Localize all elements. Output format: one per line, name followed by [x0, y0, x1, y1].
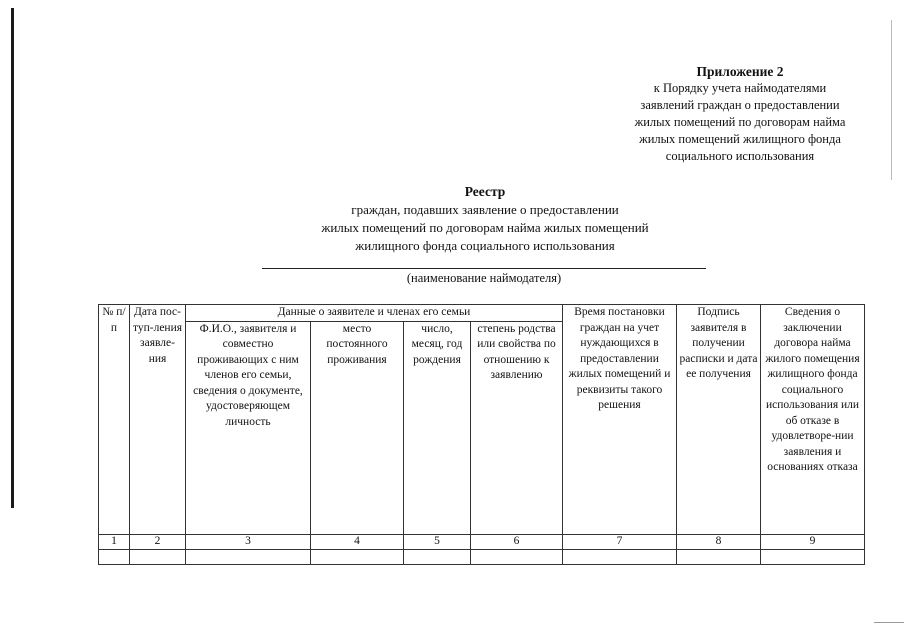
- scan-edge-right: [891, 20, 892, 180]
- column-number: 3: [186, 534, 311, 549]
- empty-data-row: [99, 549, 865, 564]
- header-applicant-group: Данные о заявителе и членах его семьи: [186, 305, 563, 322]
- column-number: 6: [471, 534, 563, 549]
- appendix-line: к Порядку учета наймодателями: [653, 81, 827, 95]
- appendix-line: заявлений граждан о предоставлении: [640, 98, 840, 112]
- scan-edge-bottom: [874, 622, 904, 623]
- registry-table: [98, 304, 865, 565]
- empty-cell: [404, 549, 471, 564]
- registry-line: жилых помещений по договорам найма жилых помещений: [321, 220, 649, 235]
- appendix-line: жилых помещений жилищного фонда: [639, 132, 841, 146]
- empty-cell: [471, 549, 563, 564]
- empty-cell: [99, 549, 130, 564]
- empty-cell: [677, 549, 761, 564]
- empty-cell: [311, 549, 404, 564]
- header-kinship: степень родства или свойства по отношению к заявлению: [471, 321, 563, 534]
- appendix-block: [590, 63, 890, 165]
- column-number: 5: [404, 534, 471, 549]
- header-contract-info: Сведения о заключении договора найма жилого помещения жилищного фонда социального использования или об отказе в удовлетворе-нии заявления и основаниях отказа: [761, 305, 865, 535]
- header-registration-time: Время постановки граждан на учет нуждающихся в предоставлении жилых помещений и реквизиты такого решения: [563, 305, 677, 535]
- column-number: 4: [311, 534, 404, 549]
- column-number: 2: [130, 534, 186, 549]
- column-number-row: [99, 534, 865, 549]
- header-signature: Подпись заявителя в получении расписки и дата ее получения: [677, 305, 761, 535]
- appendix-line: жилых помещений по договорам найма: [634, 115, 846, 129]
- empty-cell: [186, 549, 311, 564]
- appendix-line: социального использования: [665, 149, 815, 163]
- header-date: Дата пос-туп-ления заявле-ния: [130, 305, 186, 535]
- column-number: 9: [761, 534, 865, 549]
- header-row-top: [99, 305, 865, 322]
- header-birth: число, месяц, год рождения: [404, 321, 471, 534]
- appendix-title: Приложение 2: [696, 64, 784, 79]
- empty-cell: [761, 549, 865, 564]
- scan-edge-left: [11, 8, 14, 508]
- registry-line: граждан, подавших заявление о предоставлении: [351, 202, 619, 217]
- header-residence: место постоянного проживания: [311, 321, 404, 534]
- header-num: № п/п: [99, 305, 130, 535]
- registry-title: Реестр: [464, 184, 506, 199]
- registry-heading: [235, 183, 735, 255]
- registry-line: жилищного фонда социального использования: [355, 238, 615, 253]
- landlord-caption: (наименование наймодателя): [406, 271, 562, 285]
- column-number: 7: [563, 534, 677, 549]
- landlord-name-line: [262, 268, 706, 269]
- header-fio: Ф.И.О., заявителя и совместно проживающих с ним членов его семьи, сведения о документе, удостоверяющем личность: [186, 321, 311, 534]
- empty-cell: [130, 549, 186, 564]
- column-number: 1: [99, 534, 130, 549]
- empty-cell: [563, 549, 677, 564]
- column-number: 8: [677, 534, 761, 549]
